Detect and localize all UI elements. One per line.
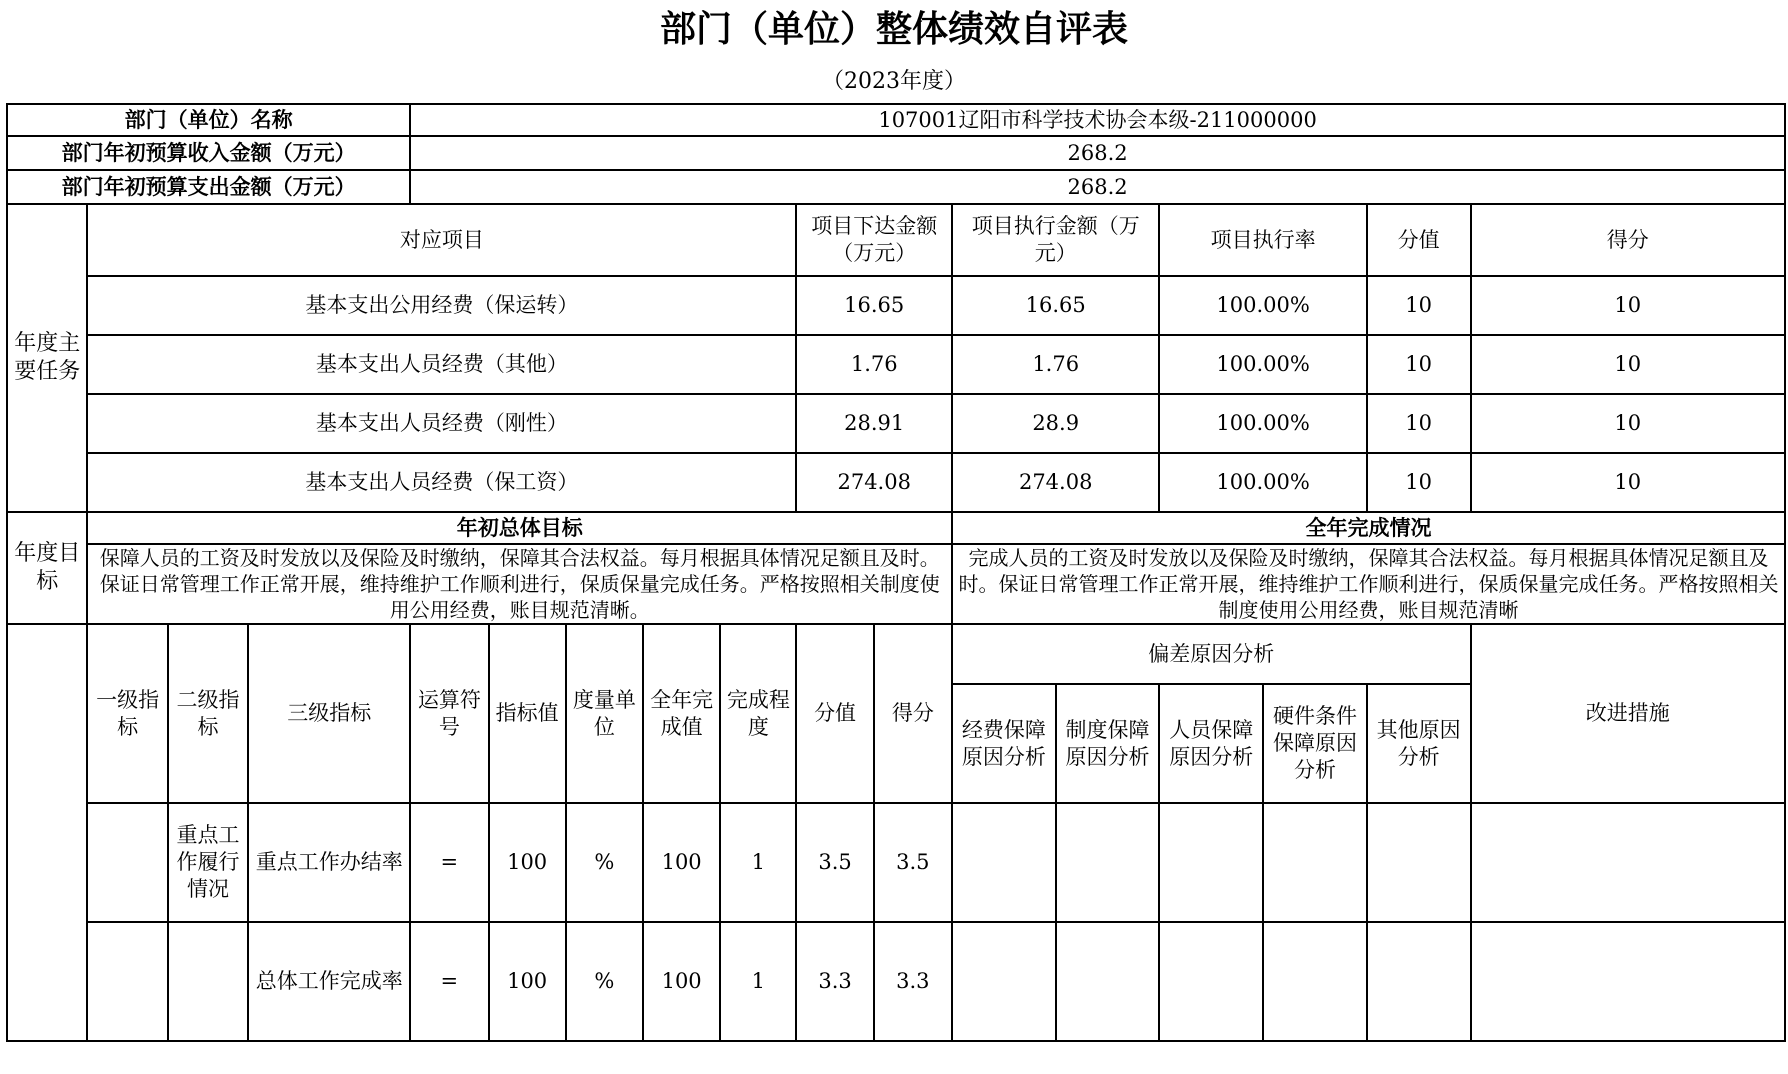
indicator-system [1056,803,1160,922]
task-rate: 100.00% [1159,394,1366,453]
indicator-level2 [168,922,248,1041]
indicator-actual: 100 [643,922,720,1041]
budget-expense-label: 部门年初预算支出金额（万元） [7,170,410,204]
indicator-side-cell [7,624,87,1041]
task-executed: 16.65 [952,276,1159,335]
task-weight: 10 [1367,394,1471,453]
initial-goal-text: 保障人员的工资及时发放以及保险及时缴纳，保障其合法权益。每月根据具体情况足额且及时。保证日常管理工作正常开展，维持维护工作顺利进行，保质保量完成任务。严格按照相关制度使用公用经费，账目规范清晰。 [87,544,952,624]
indicator-target: 100 [489,922,566,1041]
fiscal-year: （2023年度） [822,69,966,94]
indicator-level2: 重点工作履行情况 [168,803,248,922]
evaluation-sheet [6,103,1786,1074]
indicator-score: 3.5 [874,803,952,922]
dept-expense-row [7,170,1785,204]
indicator-other [1367,922,1471,1041]
header-deviation: 偏差原因分析 [952,624,1471,684]
indicator-funding [952,922,1056,1041]
header-weight: 分值 [796,624,873,803]
page-title: 部门（单位）整体绩效自评表 [659,9,1128,50]
indicator-weight: 3.3 [796,922,873,1041]
indicator-personnel [1159,803,1263,922]
task-weight: 10 [1367,335,1471,394]
indicator-hardware [1263,922,1367,1041]
header-personnel: 人员保障原因分析 [1159,684,1263,803]
indicator-actual: 100 [643,803,720,922]
task-allocated: 274.08 [796,453,952,512]
indicator-row [7,803,1785,922]
header-improve: 改进措施 [1471,624,1785,803]
task-row [7,453,1785,512]
initial-goal-header: 年初总体目标 [87,512,952,544]
header-level2: 二级指标 [168,624,248,803]
indicator-completion: 1 [720,803,796,922]
header-target: 指标值 [489,624,566,803]
tasks-header-weight: 分值 [1367,204,1471,276]
header-score: 得分 [874,624,952,803]
tasks-header-row [7,204,1785,276]
indicator-operator: = [410,803,488,922]
indicator-funding [952,803,1056,922]
task-score: 10 [1471,394,1785,453]
completion-header: 全年完成情况 [952,512,1785,544]
task-item: 基本支出人员经费（其他） [87,335,796,394]
indicator-hardware [1263,803,1367,922]
task-rate: 100.00% [1159,335,1366,394]
indicator-header-row-1 [7,624,1785,684]
indicator-unit: % [566,922,643,1041]
header-other: 其他原因分析 [1367,684,1471,803]
header-level1: 一级指标 [87,624,167,803]
task-allocated: 1.76 [796,335,952,394]
header-actual: 全年完成值 [643,624,720,803]
indicator-row [7,922,1785,1041]
header-completion: 完成程度 [720,624,796,803]
goals-header-row [7,512,1785,544]
indicator-target: 100 [489,803,566,922]
indicator-improve [1471,803,1785,922]
tasks-header-score: 得分 [1471,204,1785,276]
budget-income-value: 268.2 [410,136,1785,170]
indicator-other [1367,803,1471,922]
header-level3: 三级指标 [248,624,410,803]
budget-income-label: 部门年初预算收入金额（万元） [7,136,410,170]
indicator-personnel [1159,922,1263,1041]
task-score: 10 [1471,335,1785,394]
dept-income-row [7,136,1785,170]
completion-text: 完成人员的工资及时发放以及保险及时缴纳，保障其合法权益。每月根据具体情况足额且及时。保证日常管理工作正常开展，维持维护工作顺利进行，保质保量完成任务。严格按照相关制度使用公用经费，账目规范清晰 [952,544,1785,624]
goals-text-row [7,544,1785,624]
indicator-weight: 3.5 [796,803,873,922]
header-operator: 运算符号 [410,624,488,803]
task-executed: 28.9 [952,394,1159,453]
indicator-improve [1471,922,1785,1041]
dept-name-value: 107001辽阳市科学技术协会本级-211000000 [410,104,1785,136]
indicator-level3: 总体工作完成率 [248,922,410,1041]
indicator-level1 [87,803,167,922]
indicator-unit: % [566,803,643,922]
header-unit: 度量单位 [566,624,643,803]
tasks-header-rate: 项目执行率 [1159,204,1366,276]
task-score: 10 [1471,453,1785,512]
indicator-system [1056,922,1160,1041]
header-system: 制度保障原因分析 [1056,684,1160,803]
indicator-level3: 重点工作办结率 [248,803,410,922]
tasks-header-executed: 项目执行金额（万元） [952,204,1159,276]
task-executed: 1.76 [952,335,1159,394]
task-item: 基本支出人员经费（刚性） [87,394,796,453]
evaluation-table [6,103,1786,1042]
task-rate: 100.00% [1159,276,1366,335]
indicator-operator: = [410,922,488,1041]
task-row [7,276,1785,335]
task-executed: 274.08 [952,453,1159,512]
task-weight: 10 [1367,453,1471,512]
task-weight: 10 [1367,276,1471,335]
task-row [7,394,1785,453]
indicator-completion: 1 [720,922,796,1041]
indicator-score: 3.3 [874,922,952,1041]
budget-expense-value: 268.2 [410,170,1785,204]
indicator-level1 [87,922,167,1041]
tasks-side-label: 年度主要任务 [7,204,87,512]
header-hardware: 硬件条件保障原因分析 [1263,684,1367,803]
task-item: 基本支出人员经费（保工资） [87,453,796,512]
dept-name-label: 部门（单位）名称 [7,104,410,136]
tasks-header-allocated: 项目下达金额（万元） [796,204,952,276]
task-allocated: 16.65 [796,276,952,335]
header-funding: 经费保障原因分析 [952,684,1056,803]
task-item: 基本支出公用经费（保运转） [87,276,796,335]
task-allocated: 28.91 [796,394,952,453]
tasks-header-item: 对应项目 [87,204,796,276]
task-score: 10 [1471,276,1785,335]
task-row [7,335,1785,394]
dept-name-row [7,104,1785,136]
task-rate: 100.00% [1159,453,1366,512]
goals-side-label: 年度目标 [7,512,87,624]
